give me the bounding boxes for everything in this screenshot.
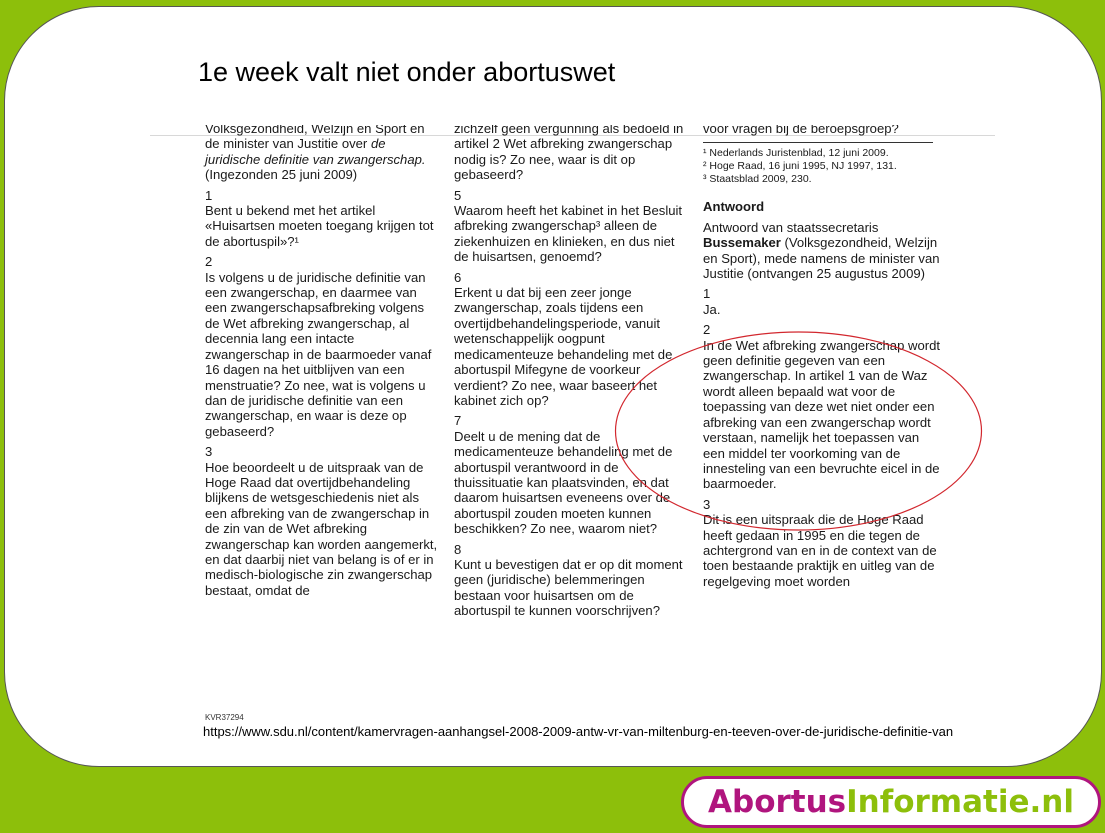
- question-4-continued: zichzelf geen vergunning als bedoeld in artikel 2 Wet afbreking zwangerschap nodig is? Zo nee, waar is dit op gebaseerd?: [454, 125, 684, 183]
- answer-3-text: Dit is een uitspraak die de Hoge Raad heeft gedaan in 1995 en die tegen de achtergrond van en in de context van de toen bestaande praktijk en uitleg van de regelgeving moet worden: [703, 512, 937, 589]
- footnote-1: ¹ Nederlands Juristenblad, 12 juni 2009.: [703, 147, 889, 160]
- question-8-text: Kunt u bevestigen dat er op dit moment geen (juridische) belemmeringen bestaan voor huisartsen om de abortuspil te kunnen voorschrijven?: [454, 556, 683, 619]
- question-3-text: Hoe beoordeelt u de uitspraak van de Hoge Raad dat overtijdbehandeling blijkens de wetsgeschiedenis niet als een afbreking van de zwangerschap in de zin van de Wet afbreking zwangerschap kan worden aangemerkt, en dat daarbij niet van belang is of er in medisch-biologische zin zwangerschap bestaat, omdat de: [205, 459, 438, 598]
- question-2-number: 2: [205, 254, 213, 270]
- question-continued: voor vragen bij de beroepsgroep?: [703, 125, 899, 136]
- footnote-3: ³ Staatsblad 2009, 230.: [703, 173, 812, 186]
- answer-2-number: 2: [703, 322, 711, 338]
- footnote-2: ² Hoge Raad, 16 juni 1995, NJ 1997, 131.: [703, 160, 897, 173]
- document-column-3: [703, 125, 943, 589]
- question-2-text: Is volgens u de juridische definitie van een zwangerschap, en daarmee van een zwangerschapsafbreking volgens de Wet afbreking zwangerschap, al decennia lang een intacte zwangerschap in de baarmoeder vanaf 16 dagen na het uitblijven van een menstruatie? Zo nee, wat is volgens u dan de juridische definitie van een zwangerschap, en waar is deze op gebaseerd?: [205, 269, 432, 439]
- document-column-2: [454, 125, 689, 619]
- slide-title: 1e week valt niet onder abortuswet: [198, 57, 616, 87]
- answer-1-number: 1: [703, 286, 711, 302]
- question-8-number: 8: [454, 541, 462, 557]
- question-1-text: Bent u bekend met het artikel «Huisartsen moeten toegang krijgen tot de abortuspil»?¹: [205, 203, 434, 249]
- source-url: https://www.sdu.nl/content/kamervragen-aanhangsel-2008-2009-antw-vr-van-miltenburg-en-teeven-over-de-juridische-definitie-van: [203, 724, 954, 739]
- answer-intro: Antwoord van staatssecretaris Bussemaker (Volksgezondheid, Welzijn en Sport), mede namens de minister van Justitie (ontvangen 25 augustus 2009): [703, 219, 940, 282]
- document-scan: [150, 125, 995, 725]
- question-6-number: 6: [454, 269, 462, 285]
- question-intro: Volksgezondheid, Welzijn en Sport en de minister van Justitie over de juridische definitie van zwangerschap. (Ingezonden 25 juni 2009): [205, 125, 426, 183]
- abortusinformatie-logo: [681, 776, 1101, 828]
- answer-1-text: Ja.: [703, 301, 721, 317]
- question-3-number: 3: [205, 444, 213, 460]
- logo-text-informatie: Informatie.nl: [846, 784, 1074, 820]
- document-code: KVR37294: [205, 713, 244, 722]
- logo-text-abortus: Abortus: [708, 784, 847, 820]
- question-1-number: 1: [205, 187, 213, 203]
- answer-heading: Antwoord: [703, 199, 765, 215]
- answer-2-text: In de Wet afbreking zwangerschap wordt geen definitie gegeven van een zwangerschap. In artikel 1 van de Waz wordt alleen bepaald wat voor de toepassing van deze wet niet onder een afbreking van een zwangerschap wordt verstaan, namelijk het toepassen van een middel ter voorkoming van de innesteling van een bevruchte eicel in de baarmoeder.: [703, 337, 941, 492]
- question-5-text: Waarom heeft het kabinet in het Besluit afbreking zwangerschap³ alleen de ziekenhuizen en klinieken, en dus niet de huisartsen, genoemd?: [454, 203, 683, 265]
- question-7-text: Deelt u de mening dat de medicamenteuze behandeling met de abortuspil verantwoord in de thuissituatie kan plaatsvinden, en dat daarom huisartsen eveneens over de abortuspil zouden moeten kunnen beschikken? Zo nee, waarom niet?: [454, 428, 673, 537]
- slide-card: [4, 6, 1102, 767]
- question-7-number: 7: [454, 413, 462, 429]
- question-6-text: Erkent u dat bij een zeer jonge zwangerschap, zoals tijdens een overtijdbehandelingsperiode, vanuit wetenschappelijk oogpunt medicamenteuze behandeling met de abortuspil Mifegyne de voorkeur verdient? Zo nee, waar baseert het kabinet zich op?: [454, 285, 673, 408]
- answer-3-number: 3: [703, 496, 711, 512]
- footnote-divider: [703, 142, 933, 143]
- document-column-1: [205, 125, 440, 598]
- question-5-number: 5: [454, 187, 462, 203]
